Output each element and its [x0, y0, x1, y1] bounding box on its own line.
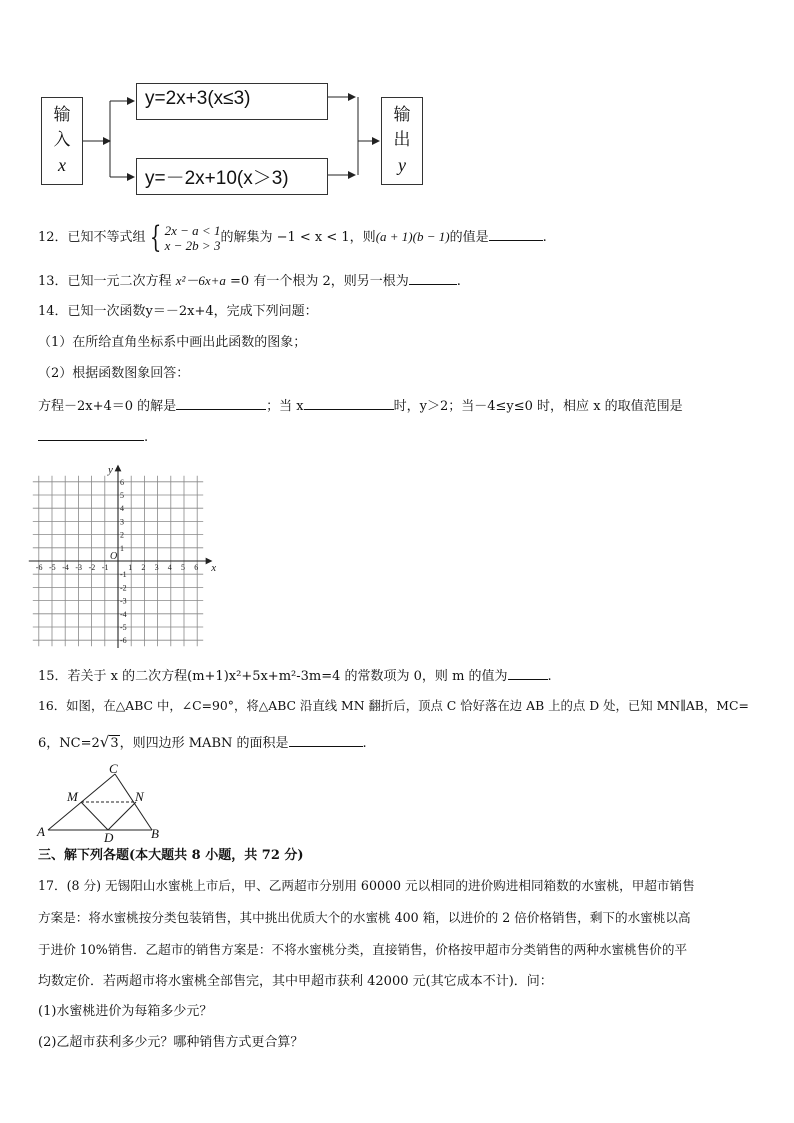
question-17-line2: 方案是：将水蜜桃按分类包装销售，其中挑出优质大个的水蜜桃 400 箱，以进价的 2 倍价格销售，剩下的水蜜桃以高 [38, 910, 691, 925]
question-14-line5 [38, 427, 148, 447]
output-label-1: 输 [393, 105, 411, 125]
top-formula: y=2x+3(x≤3) [145, 88, 251, 109]
question-12 [38, 219, 547, 255]
q12-brace: { [149, 219, 161, 255]
q12-mid: 的解集为 −1 < x < 1，则 [220, 230, 376, 245]
flow-arrows [0, 0, 794, 200]
q12-answer-blank[interactable] [489, 227, 543, 241]
x-tick-label: 5 [181, 563, 185, 572]
label-b: B [151, 826, 159, 841]
triangle-figure [36, 762, 176, 842]
input-label-1: 输 [53, 105, 71, 125]
q15-text: 15．若关于 x 的二次方程(m+1)x²+5x+m²-3m=4 的常数项为 0，则 m 的值为 [38, 669, 508, 684]
y-tick-label: -1 [120, 570, 127, 580]
coordinate-grid[interactable] [28, 458, 228, 648]
y-tick-label: 6 [120, 477, 124, 487]
label-d: D [104, 830, 114, 842]
q12-prefix: 12．已知不等式组 [38, 230, 146, 245]
x-axis-label: x [211, 562, 217, 574]
q16-line2-b: ，则四边形 MABN 的面积是 [119, 736, 289, 751]
x-tick-label: -1 [101, 563, 109, 572]
question-15 [38, 666, 552, 686]
q13-end: . [456, 274, 461, 289]
q14-blank-1[interactable] [176, 396, 266, 410]
y-tick-label: 4 [120, 504, 124, 514]
label-c: C [109, 762, 118, 776]
question-17-line1: 17．(8 分) 无锡阳山水蜜桃上市后，甲、乙两超市分别用 60000 元以相同的进价购进相同箱数的水蜜桃，甲超市销售 [38, 878, 695, 893]
q14-line4-c: 时，y＞2；当－4≤y≤0 时，相应 x 的取值范围是 [393, 399, 683, 414]
output-var: y [398, 155, 406, 175]
section-3-title: 三、解下列各题(本大题共 8 小题，共 72 分) [38, 848, 304, 863]
output-label-2: 出 [393, 130, 411, 150]
question-17-line4: 均数定价．若两超市将水蜜桃全部售完，其中甲超市获利 42000 元(其它成本不计)．问： [38, 974, 553, 989]
x-tick-label: -3 [75, 563, 83, 572]
label-n: N [135, 789, 144, 804]
q12-ineq1: 2x − a < 1 [164, 222, 221, 238]
y-axis-arrow [116, 466, 121, 471]
question-17-sub1: (1)水蜜桃进价为每箱多少元？ [38, 1004, 213, 1019]
x-tick-label: 1 [128, 563, 133, 572]
segment-nd [108, 802, 136, 830]
q16-end: . [362, 736, 367, 751]
q12-expr: (a + 1)(b − 1) [375, 229, 450, 244]
x-tick-label: -2 [88, 563, 96, 572]
q15-answer-blank[interactable] [508, 666, 548, 680]
q13-eq: x²－6x+a [175, 273, 226, 288]
x-tick-label: 2 [141, 563, 146, 572]
input-var: x [58, 155, 66, 175]
y-tick-label: 1 [120, 543, 124, 553]
y-tick-label: 5 [120, 491, 124, 500]
y-tick-label: -2 [120, 583, 127, 593]
q15-end: . [547, 669, 552, 684]
x-tick-label: 3 [154, 563, 159, 572]
x-tick-label: 4 [167, 563, 172, 572]
q14-blank-2[interactable] [304, 396, 394, 410]
q12-system [165, 223, 221, 253]
question-13 [38, 271, 461, 291]
q16-sqrt-sign: √ [99, 733, 110, 751]
q14-line4-a: 方程－2x+4＝0 的解是 [38, 399, 177, 414]
question-17-line3: 于进价 10%销售．乙超市的销售方案是：不将水蜜桃分类，直接销售，价格按甲超市分类销售的两种水蜜桃售价的平 [38, 942, 688, 957]
q14-blank-3[interactable] [38, 427, 144, 441]
x-tick-label: -4 [62, 563, 69, 572]
x-tick-label: 6 [194, 563, 199, 572]
q13-suffix: =0 有一个根为 2，则另一根为 [225, 274, 409, 289]
question-16-line1: 16．如图，在△ABC 中，∠C=90°，将△ABC 沿直线 MN 翻折后，顶点 C 恰好落在边 AB 上的点 D 处，已知 MN∥AB，MC= [38, 698, 749, 713]
q16-sqrt-arg: 3 [110, 736, 119, 751]
y-tick-label: 2 [120, 530, 124, 540]
q16-line2-a: 6，NC=2 [38, 736, 100, 751]
y-axis-label: y [108, 463, 113, 476]
question-14-line3: （2）根据函数图象回答： [38, 366, 190, 381]
question-16-line2 [38, 733, 367, 753]
y-tick-label: -4 [120, 609, 127, 619]
y-tick-label: -5 [120, 623, 127, 632]
x-tick-label: -6 [35, 563, 43, 572]
segment-md [81, 802, 108, 830]
q13-answer-blank[interactable] [409, 271, 457, 285]
input-label-2: 入 [53, 130, 71, 150]
question-17-sub2: (2)乙超市获利多少元？哪种销售方式更合算？ [38, 1035, 304, 1050]
q12-end: . [542, 230, 547, 245]
y-tick-label: -6 [120, 636, 127, 646]
q13-prefix: 13．已知一元二次方程 [38, 274, 176, 289]
q14-line5-end: . [144, 430, 149, 445]
question-14-line2: （1）在所给直角坐标系中画出此函数的图象； [38, 335, 307, 350]
label-a: A [37, 824, 45, 839]
q14-line4-b: ；当 x [266, 399, 304, 414]
bottom-formula: y=－2x+10(x＞3) [145, 168, 289, 189]
question-14-line1: 14．已知一次函数y＝－2x+4，完成下列问题： [38, 304, 318, 319]
origin-label: O [110, 551, 118, 562]
q16-answer-blank[interactable] [289, 733, 363, 747]
q12-ineq2: x − 2b > 3 [164, 237, 221, 253]
question-14-line4 [38, 396, 683, 416]
x-tick-label: -5 [49, 563, 56, 572]
y-tick-label: 3 [120, 517, 124, 527]
q12-suffix: 的值是 [449, 230, 489, 245]
y-tick-label: -3 [120, 596, 127, 606]
label-m: M [67, 789, 78, 804]
